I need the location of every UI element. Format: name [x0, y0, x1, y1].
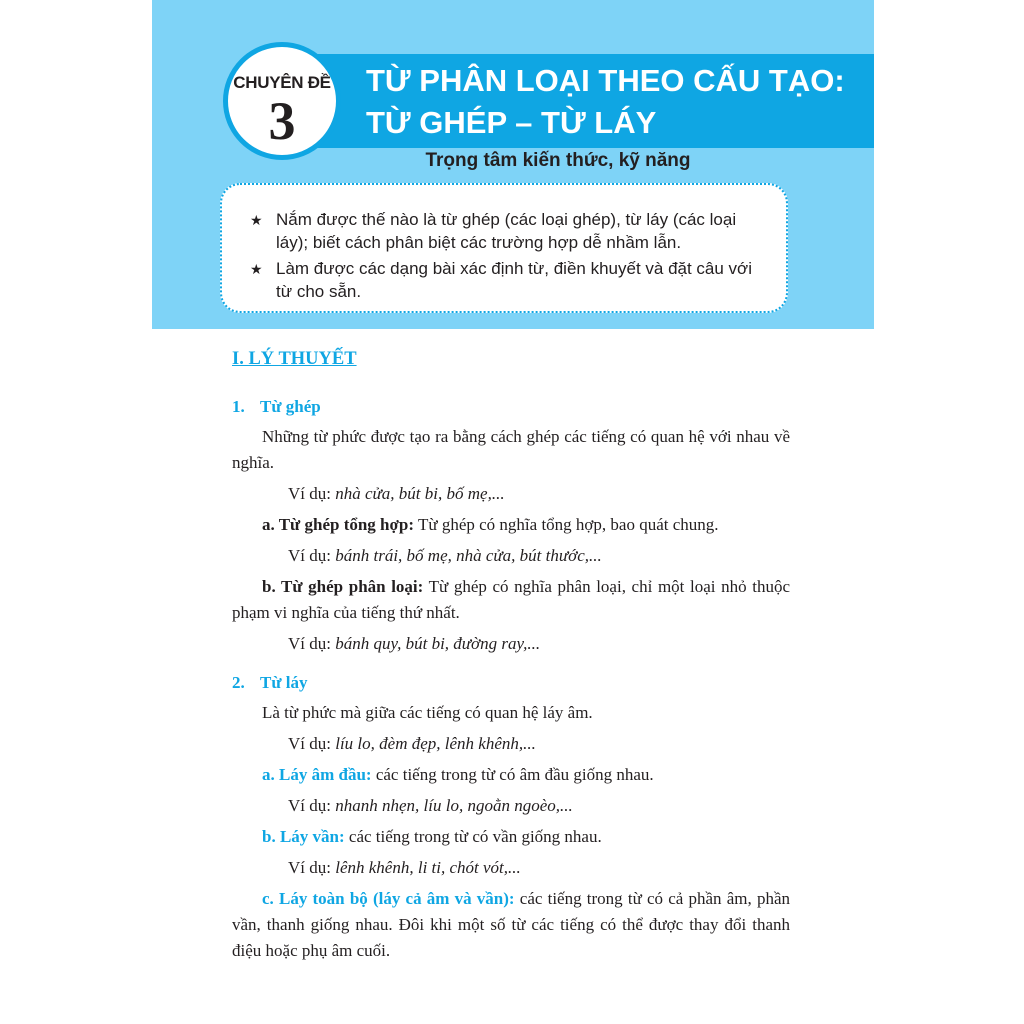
- focus-item: [244, 209, 762, 254]
- example-text: nhanh nhẹn, líu lo, ngoằn ngoèo,...: [335, 796, 573, 815]
- reduplicative-type-a: [232, 762, 790, 788]
- type-label: c. Láy toàn bộ (láy cả âm và vần):: [262, 889, 515, 908]
- star-icon: ★: [250, 212, 263, 228]
- type-label: a. Láy âm đầu:: [262, 765, 372, 784]
- document-page: [152, 0, 874, 1024]
- chapter-banner: [152, 0, 874, 329]
- type-text: Từ ghép có nghĩa phân loại, chỉ một loại nhỏ thuộc phạm vi nghĩa của tiếng thứ nhất.: [232, 577, 790, 622]
- chapter-title-line2: TỪ GHÉP – TỪ LÁY: [366, 105, 657, 140]
- example-line: [232, 731, 790, 757]
- subsection-label: Từ láy: [260, 673, 308, 692]
- example-label: Ví dụ:: [288, 546, 336, 565]
- compound-definition: Những từ phức được tạo ra bằng cách ghép các tiếng có quan hệ với nhau về nghĩa.: [232, 427, 790, 472]
- focus-box: [220, 183, 788, 313]
- focus-heading: Trọng tâm kiến thức, kỹ năng: [425, 150, 691, 171]
- type-text: Từ ghép có nghĩa tổng hợp, bao quát chung.: [414, 515, 719, 534]
- example-line: [232, 855, 790, 881]
- type-label: a. Từ ghép tổng hợp:: [262, 515, 415, 534]
- compound-type-a: [232, 512, 790, 538]
- example-text: bánh quy, bút bi, đường ray,...: [335, 634, 541, 653]
- example-label: Ví dụ:: [288, 796, 336, 815]
- example-label: Ví dụ:: [288, 858, 336, 877]
- section-title: I. LÝ THUYẾT: [232, 349, 357, 369]
- example-line: [232, 481, 790, 507]
- chapter-number: 3: [268, 91, 296, 151]
- example-text: bánh trái, bố mẹ, nhà cửa, bút thước,...: [335, 546, 602, 565]
- theory-content: [232, 346, 790, 969]
- example-text: lênh khênh, li ti, chót vót,...: [335, 858, 521, 877]
- chapter-badge: [223, 42, 341, 160]
- reduplicative-type-c: [232, 886, 790, 964]
- example-text: líu lo, đèm đẹp, lênh khênh,...: [335, 734, 536, 753]
- focus-item-text: Nắm được thế nào là từ ghép (các loại ghép), từ láy (các loại láy); biết cách phân biệt các trường hợp dễ nhầm lẫn.: [276, 210, 737, 252]
- type-label: b. Từ ghép phân loại:: [262, 577, 424, 596]
- subsection-number: 2.: [232, 673, 245, 692]
- example-line: [232, 793, 790, 819]
- example-label: Ví dụ:: [288, 734, 336, 753]
- type-text: các tiếng trong từ có vần giống nhau.: [344, 827, 602, 846]
- type-text: các tiếng trong từ có âm đầu giống nhau.: [371, 765, 654, 784]
- focus-item: [244, 258, 762, 303]
- reduplicative-type-b: [232, 824, 790, 850]
- subsection-title-compound: [232, 394, 790, 420]
- example-label: Ví dụ:: [288, 634, 336, 653]
- chapter-title: [366, 60, 866, 144]
- type-label: b. Láy vần:: [262, 827, 345, 846]
- chapter-title-line1: TỪ PHÂN LOẠI THEO CẤU TẠO:: [366, 63, 845, 98]
- example-line: [232, 631, 790, 657]
- example-text: nhà cửa, bút bi, bố mẹ,...: [335, 484, 505, 503]
- star-icon: ★: [250, 261, 263, 277]
- chapter-label: CHUYÊN ĐỀ: [233, 73, 331, 92]
- example-label: Ví dụ:: [288, 484, 336, 503]
- reduplicative-definition: Là từ phức mà giữa các tiếng có quan hệ láy âm.: [262, 703, 593, 722]
- focus-item-text: Làm được các dạng bài xác định từ, điền khuyết và đặt câu với từ cho sẵn.: [276, 259, 752, 301]
- type-text: các tiếng trong từ có cả phần âm, phần vần, thanh giống nhau. Đôi khi một số từ các tiếng có thể được thay đổi thanh điệu hoặc phụ âm cuối.: [232, 889, 790, 960]
- compound-type-b: [232, 574, 790, 626]
- subsection-number: 1.: [232, 397, 245, 416]
- subsection-title-reduplicative: [232, 670, 790, 696]
- subsection-label: Từ ghép: [260, 397, 321, 416]
- example-line: [232, 543, 790, 569]
